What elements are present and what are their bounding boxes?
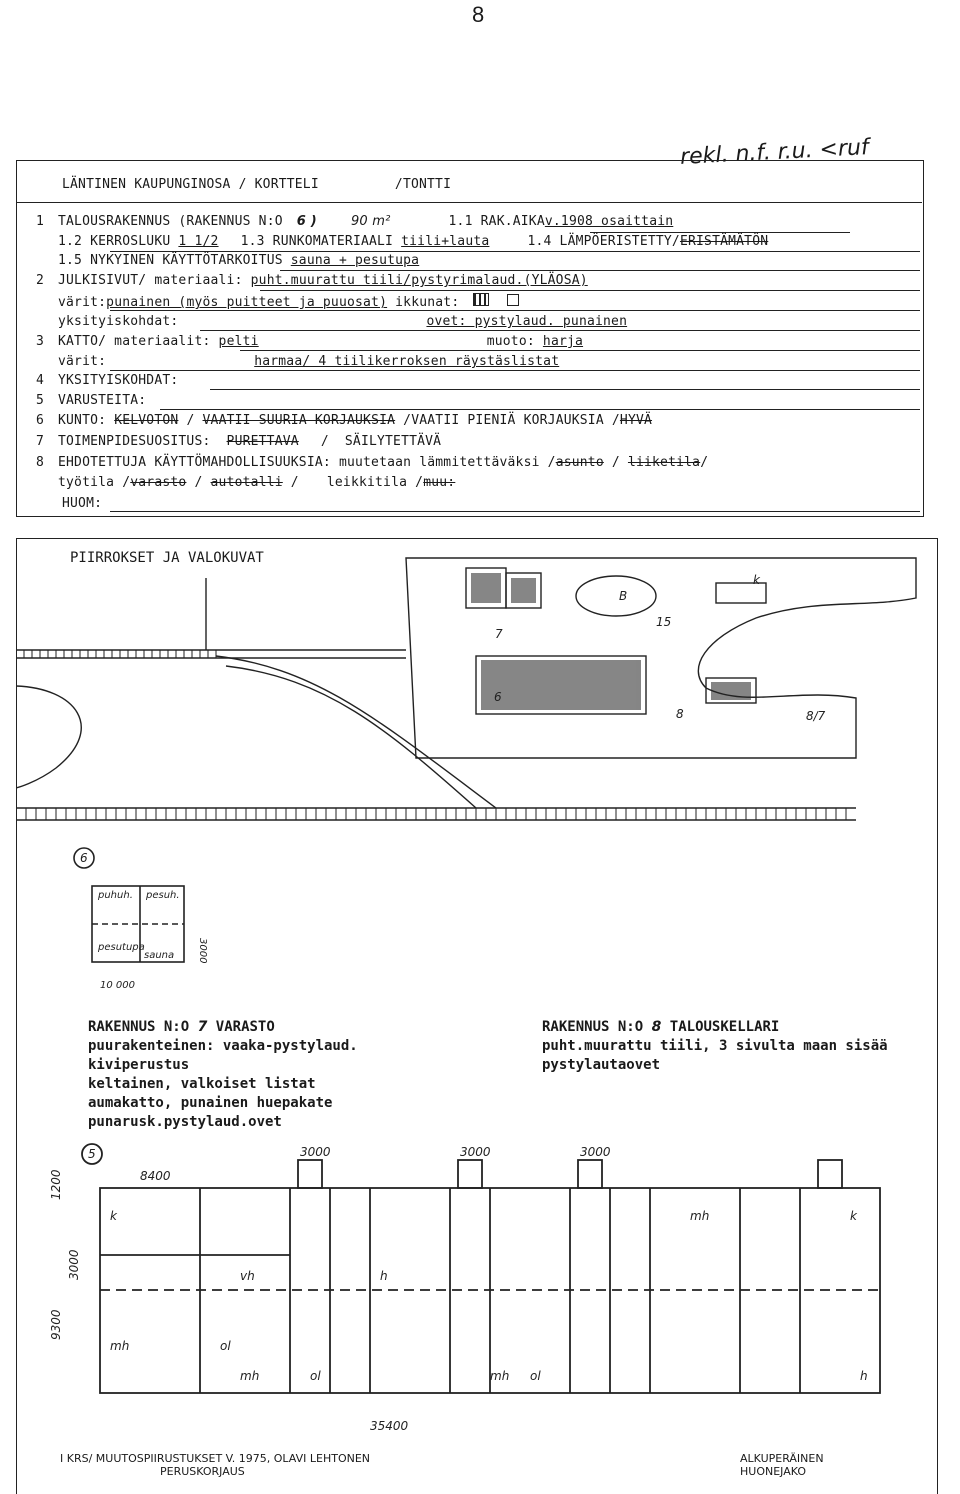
underline: [260, 290, 920, 291]
form-header: [62, 177, 451, 192]
room-label: mh: [240, 1369, 260, 1383]
building-7-title: RAKENNUS N:O 7 VARASTO: [88, 1019, 275, 1035]
room-label: pesutupa: [98, 942, 145, 953]
building-7-line: punarusk.pystylaud.ovet: [88, 1114, 282, 1130]
site-label-k: k: [753, 573, 760, 587]
underline: [240, 350, 920, 351]
underline: [590, 232, 850, 233]
dimension-label: 9300: [49, 1309, 63, 1340]
drawings-title: PIIRROKSET JA VALOKUVAT: [70, 550, 264, 566]
floor-plan-sketch: [40, 1140, 920, 1440]
footer-left: [60, 1452, 370, 1478]
building-7-block: [88, 1018, 358, 1132]
underline: [280, 270, 920, 271]
building-7-line: keltainen, valkoiset listat: [88, 1076, 316, 1092]
room-label: h: [860, 1369, 868, 1383]
row-equipment: 5 VARUSTEITA:: [36, 393, 147, 408]
dimension-label: 3000: [580, 1145, 611, 1159]
building-7-line: kiviperustus: [88, 1057, 190, 1073]
row-roof: 3 KATTO/ materiaalit: pelti muoto: harja: [36, 334, 584, 349]
form-divider: [16, 202, 922, 203]
room-label: ol: [530, 1369, 541, 1383]
dimension-label: 35400: [370, 1419, 409, 1433]
room-label: sauna: [144, 950, 175, 961]
dimension-label: 8400: [140, 1169, 171, 1183]
site-label-15: 15: [656, 615, 672, 629]
area-label: LÄNTINEN KAUPUNGINOSA / KORTTELI: [62, 177, 319, 192]
plan-marker-5: 5: [88, 1147, 96, 1161]
building-8-line: puht.muurattu tiili, 3 sivulta maan sisää: [542, 1038, 888, 1054]
room-label: k: [110, 1209, 117, 1223]
underline: [110, 511, 920, 512]
row-uses-2: työtila /varasto / autotalli / leikkitila /muu:: [58, 475, 456, 490]
dimension-width: 10 000: [100, 980, 135, 991]
room-label: k: [850, 1209, 857, 1223]
footer-left-line2: PERUSKORJAUS: [160, 1465, 245, 1478]
site-label-b: B: [619, 589, 628, 603]
underline: [110, 251, 920, 252]
building-8-block: [542, 1018, 888, 1075]
footer-right: [740, 1452, 824, 1478]
room-label: ol: [310, 1369, 321, 1383]
plot-label: /TONTTI: [394, 177, 452, 192]
row-note: HUOM:: [62, 496, 103, 511]
handwritten-note: rekl. n.f. r.u. <ruf: [679, 135, 870, 170]
underline: [110, 310, 920, 311]
window-icon: [507, 294, 519, 306]
row-condition: 6 KUNTO: KELVOTON / VAATII SUURIA KORJAUKSIA /VAATII PIENIÄ KORJAUKSIA /HYVÄ: [36, 413, 653, 428]
footer-left-line1: I KRS/ MUUTOSPIIRUSTUKSET V. 1975, OLAVI LEHTONEN: [60, 1452, 371, 1465]
dimension-label: 3000: [67, 1249, 81, 1280]
room-label: mh: [490, 1369, 510, 1383]
row-facade-colors: värit:punainen (myös puitteet ja puuosat) ikkunat:: [58, 293, 519, 310]
dimension-label: 3000: [300, 1145, 331, 1159]
building-8-line: pystylautaovet: [542, 1057, 661, 1073]
dimension-depth: 3000: [197, 938, 208, 964]
underline: [110, 370, 920, 371]
row-floors: 1.2 KERROSLUKU 1 1/2 1.3 RUNKOMATERIAALI tiili+lauta 1.4 LÄMPÖERISTETTY/ERISTÄMÄTÖN: [58, 234, 769, 249]
underline: [210, 389, 920, 390]
site-label-8: 8: [676, 707, 684, 721]
building-7-line: aumakatto, punainen huepakate: [88, 1095, 333, 1111]
room-label: mh: [110, 1339, 130, 1353]
site-label-6: 6: [494, 690, 502, 704]
row-roof-colors: värit: harmaa/ 4 tiilikerroksen räystäslistat: [58, 354, 560, 369]
row-facades: 2 JULKISIVUT/ materiaali: puht.muurattu tiili/pystyrimalaud.(YLÄOSA): [36, 273, 588, 288]
small-plan-sketch: [70, 838, 230, 1003]
dimension-label: 1200: [49, 1169, 63, 1200]
site-plan-sketch: [16, 538, 936, 838]
row-usage: 1.5 NYKYINEN KÄYTTÖTARKOITUS sauna + pesutupa: [58, 253, 420, 268]
footer-right-line1: ALKUPERÄINEN: [740, 1452, 824, 1465]
room-label: mh: [690, 1209, 710, 1223]
building-8-title: RAKENNUS N:O 8 TALOUSKELLARI: [542, 1019, 780, 1035]
row-recommendation: 7 TOIMENPIDESUOSITUS: PURETTAVA / SÄILYTETTÄVÄ: [36, 434, 442, 449]
row-details: yksityiskohdat: ovet: pystylaud. punainen: [58, 314, 628, 329]
site-label-87: 8/7: [806, 709, 826, 723]
underline: [200, 330, 920, 331]
site-label-7: 7: [495, 627, 503, 641]
plan-marker-6: 6: [80, 851, 88, 865]
underline: [160, 409, 920, 410]
page-number: 8: [472, 2, 485, 27]
row-uses: 8 EHDOTETTUJA KÄYTTÖMAHDOLLISUUKSIA: muutetaan lämmitettäväksi /asunto / liiketila/: [36, 455, 709, 470]
row-specifics: 4 YKSITYISKOHDAT:: [36, 373, 179, 388]
building-7-line: puurakenteinen: vaaka-pystylaud.: [88, 1038, 358, 1054]
room-label: ol: [220, 1339, 231, 1353]
footer-right-line2: HUONEJAKO: [740, 1465, 807, 1478]
row-building: 1 TALOUSRAKENNUS (RAKENNUS N:O 6 ) 90 m² 1.1 RAK.AIKAv.1908 osaittain: [36, 214, 674, 229]
room-label: pesuh.: [146, 890, 180, 901]
window-icon: [473, 293, 489, 306]
dimension-label: 3000: [460, 1145, 491, 1159]
room-label: h: [380, 1269, 388, 1283]
room-label: vh: [240, 1269, 255, 1283]
room-label: puhuh.: [98, 890, 133, 901]
